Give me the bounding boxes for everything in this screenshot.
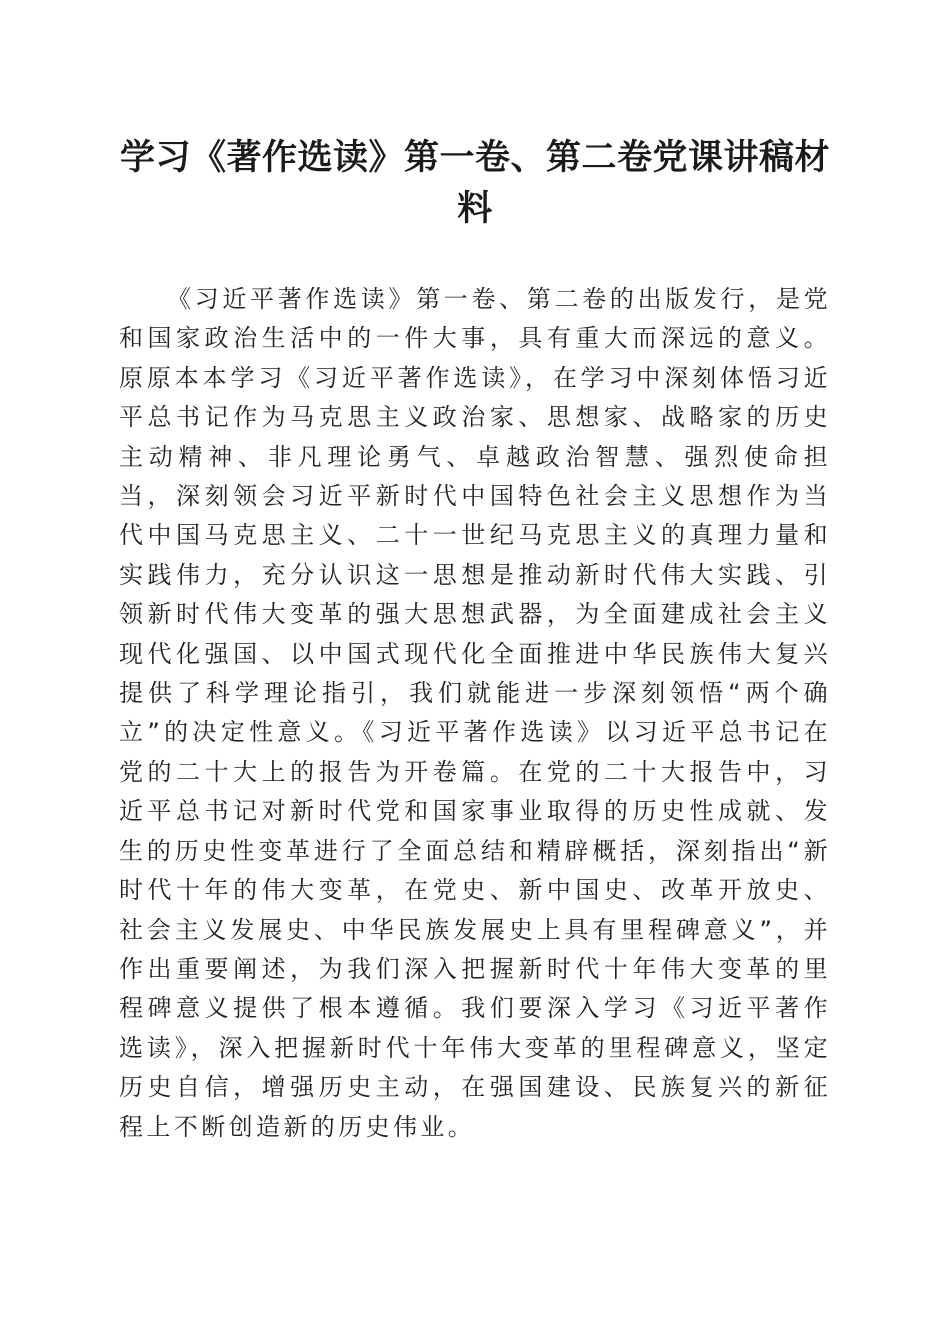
document-title: 学习《著作选读》第一卷、第二卷党课讲稿材料 [119, 137, 830, 229]
body-paragraph: 《习近平著作选读》第一卷、第二卷的出版发行，是党和国家政治生活中的一件大事，具有重大而深远的意义。原原本本学习《习近平著作选读》，在学习中深刻体悟习近平总书记作为马克思主义政治家、思想家、战略家的历史主动精神、非凡理论勇气、卓越政治智慧、强烈使命担当，深刻领会习近平新时代中国特色社会主义思想作为当代中国马克思主义、二十一世纪马克思主义的真理力量和实践伟力，充分认识这一思想是推动新时代伟大实践、引领新时代伟大变革的强大思想武器，为全面建成社会主义现代化强国、以中国式现代化全面推进中华民族伟大复兴提供了科学理论指引，我们就能进一步深刻领悟“两个确立”的决定性意义。《习近平著作选读》以习近平总书记在党的二十大上的报告为开卷篇。在党的二十大报告中，习近平总书记对新时代党和国家事业取得的历史性成就、发生的历史性变革进行了全面总结和精辟概括，深刻指出“新时代十年的伟大变革，在党史、新中国史、改革开放史、社会主义发展史、中华民族发展史上具有里程碑意义”，并作出重要阐述，为我们深入把握新时代十年伟大变革的里程碑意义提供了根本遵循。我们要深入学习《习近平著作选读》，深入把握新时代十年伟大变革的里程碑意义，坚定历史自信，增强历史主动，在强国建设、民族复兴的新征程上不断创造新的历史伟业。 [119, 285, 831, 1141]
